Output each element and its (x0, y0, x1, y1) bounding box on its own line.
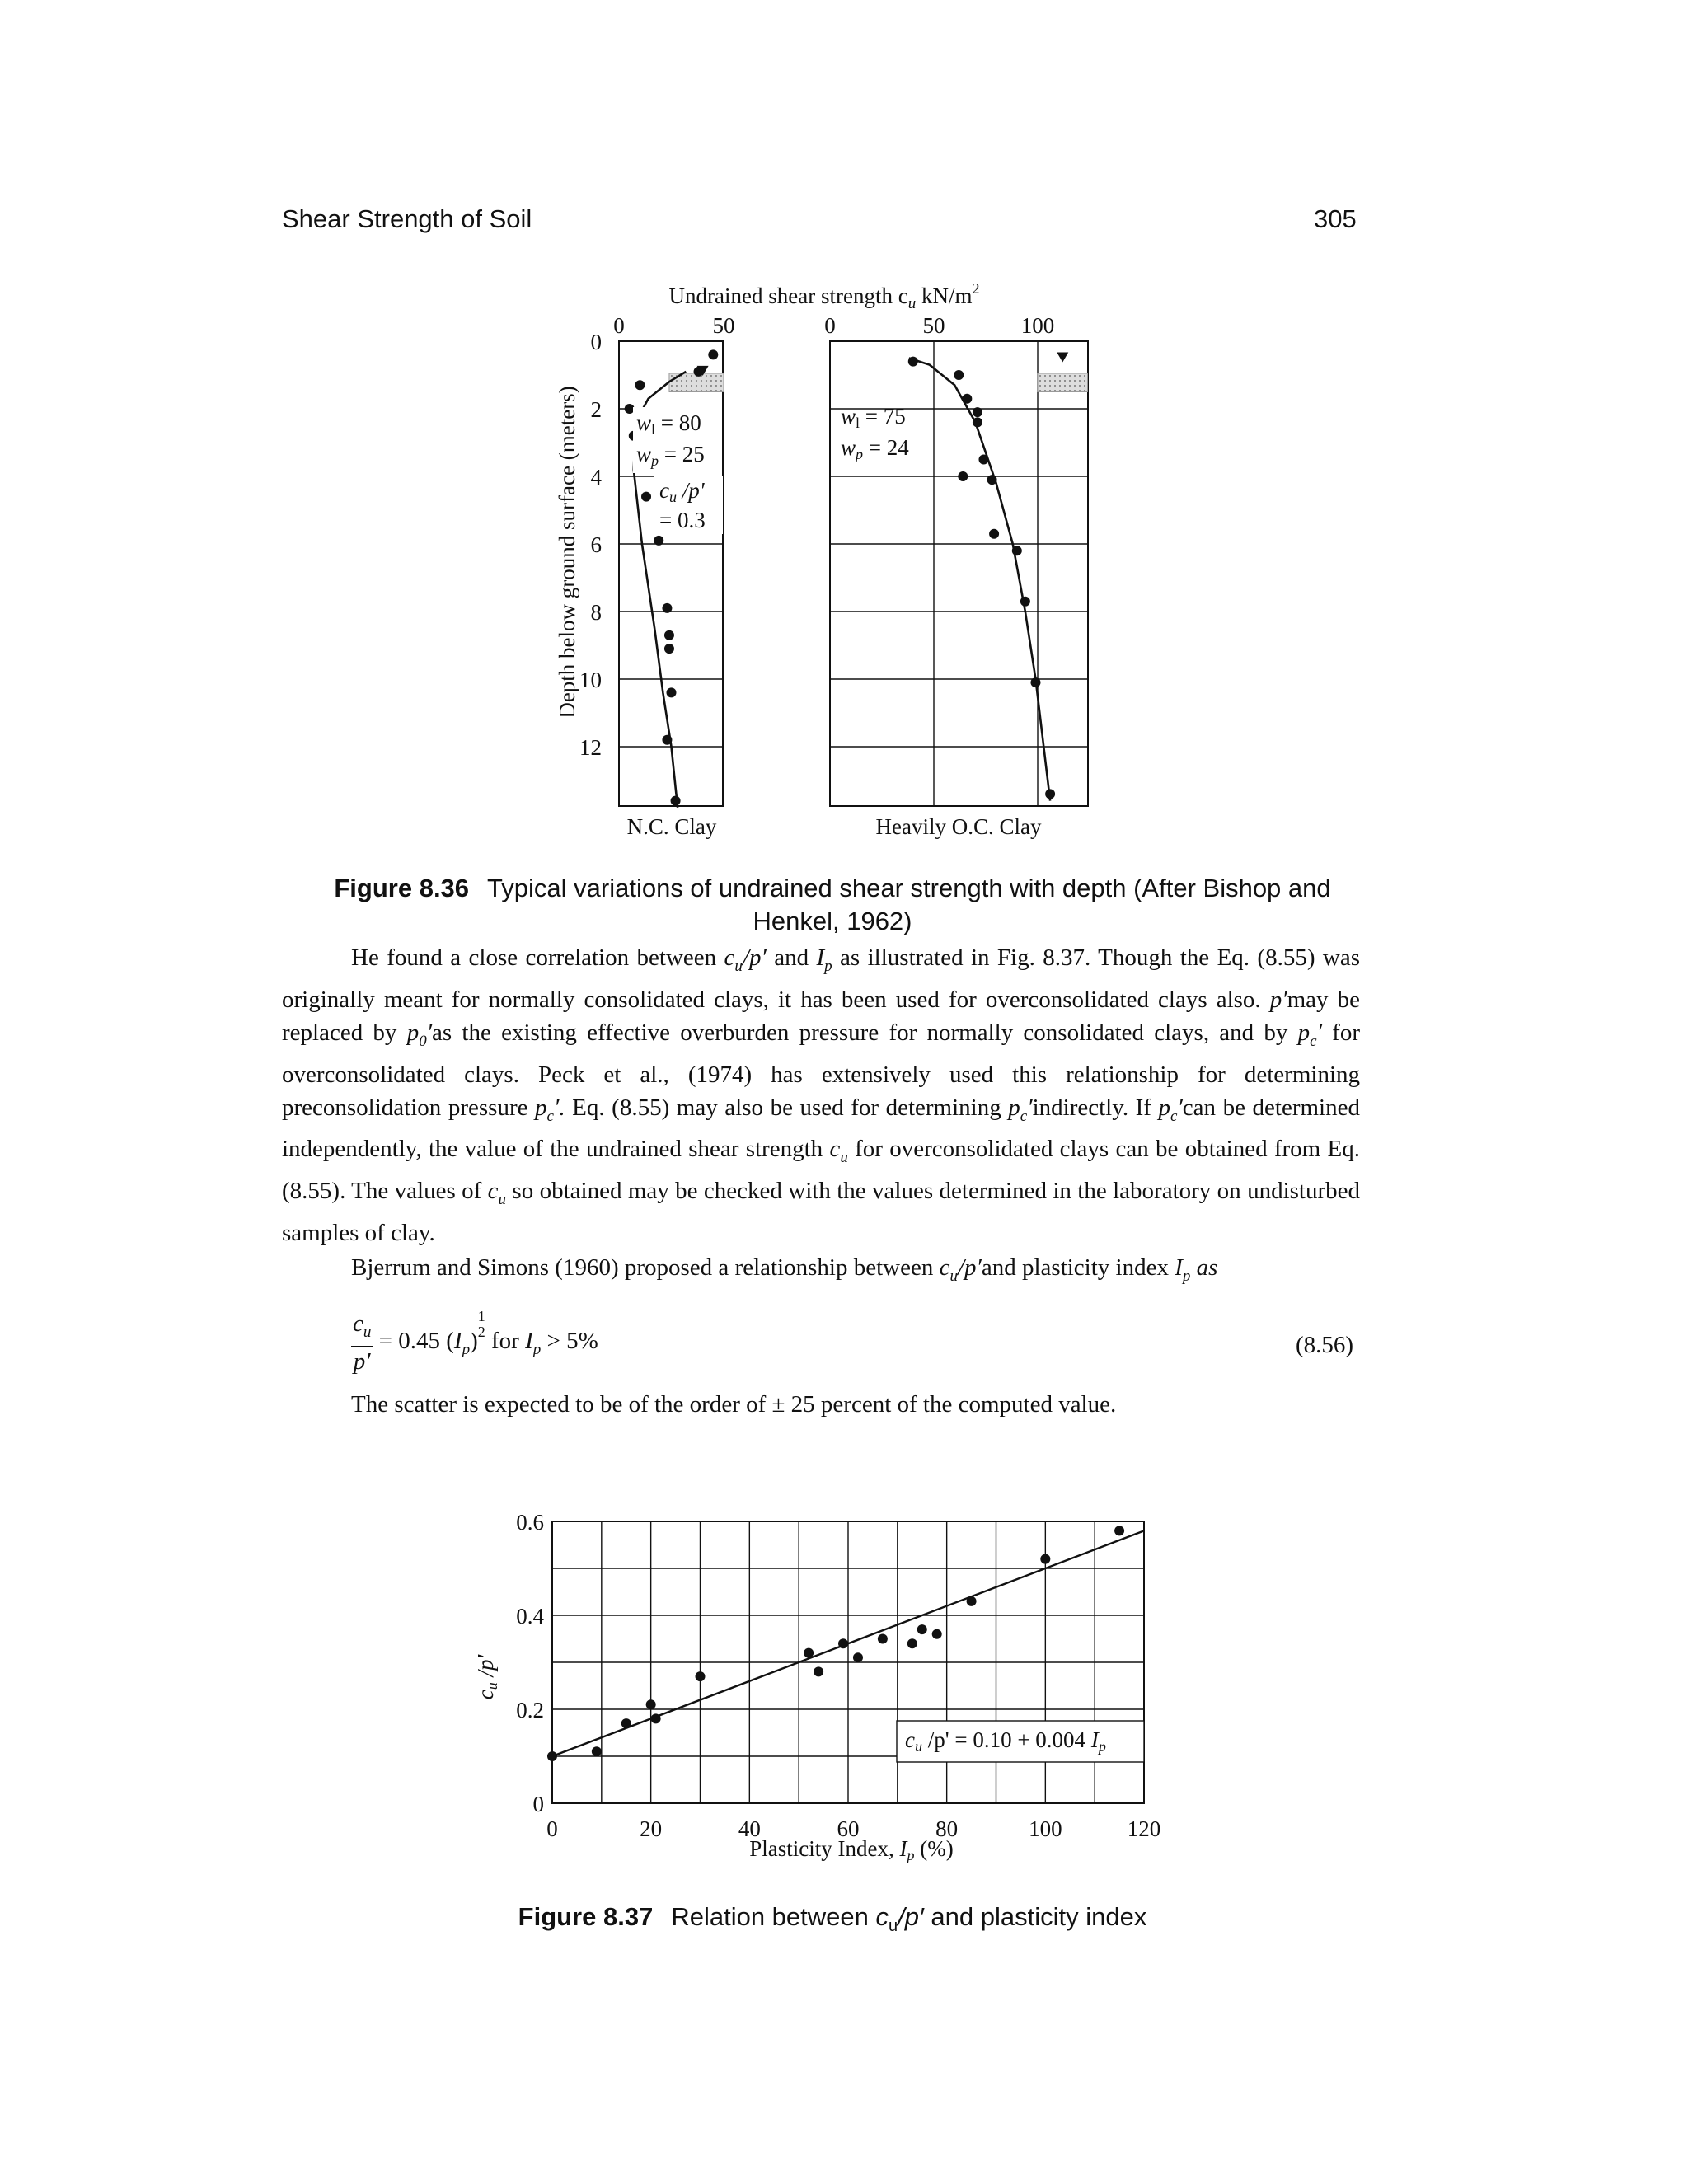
y-tick-label: 0.2 (516, 1698, 544, 1722)
x-tick-label: 0 (613, 313, 625, 338)
nc-ratio-annot: cu /p' (659, 478, 705, 505)
eq-exp-den: 2 (477, 1324, 485, 1340)
x-tick-label: 50 (922, 313, 945, 338)
eq-cond-val: > 5% (541, 1328, 598, 1354)
fig837-x-label: Plasticity Index, Ip (%) (749, 1836, 954, 1863)
running-head: Shear Strength of Soil (282, 204, 532, 233)
y-tick-label: 12 (579, 735, 602, 760)
x-tick-label: 20 (640, 1816, 663, 1841)
fig836-y-axis-label: Depth below ground surface (meters) (555, 386, 579, 719)
eq-close: ) (470, 1328, 478, 1354)
fig837-legend: cu /p' = 0.10 + 0.004 Ip (905, 1727, 1106, 1755)
nc-clay-label: N.C. Clay (626, 814, 717, 839)
data-point (907, 1638, 917, 1648)
data-point (651, 1713, 661, 1723)
data-point (592, 1746, 602, 1756)
figure-8-37-caption (462, 1900, 1203, 1943)
x-tick-label: 80 (935, 1816, 959, 1841)
y-tick-label: 10 (579, 668, 602, 692)
x-tick-label: 40 (738, 1816, 761, 1841)
figure-8-37-caption-pre: Relation between (671, 1902, 876, 1931)
data-point (804, 1648, 814, 1658)
data-point (547, 1751, 557, 1761)
data-point (1040, 1554, 1050, 1564)
scatter-note: The scatter is expected to be of the order of ± 25 percent of the computed value. (351, 1391, 1117, 1418)
eq-exp-num: 1 (477, 1308, 485, 1324)
figure-8-37-caption-label: Figure 8.37 (518, 1902, 654, 1931)
eq-cond: for (485, 1328, 526, 1354)
eq-rhs: = 0.45 ( (378, 1328, 454, 1354)
x-tick-label: 120 (1127, 1816, 1161, 1841)
y-tick-label: 0.4 (516, 1604, 544, 1629)
eq-numerator: c (353, 1310, 363, 1337)
data-point (878, 1634, 888, 1644)
eq-numerator-sub: u (363, 1323, 372, 1341)
y-tick-label: 4 (590, 465, 602, 490)
x-tick-label: 0 (824, 313, 836, 338)
data-point (917, 1624, 927, 1634)
data-point (932, 1629, 942, 1639)
x-tick-label: 100 (1020, 313, 1055, 338)
y-tick-label: 0 (590, 330, 602, 354)
equation-number: (8.56) (1296, 1332, 1354, 1358)
fig836-top-axis-label: Undrained shear strength $c_u$ $kN/m^2$ (668, 280, 980, 312)
eq-ip: I (453, 1328, 462, 1354)
fig837-y-label: cu /p' (473, 1654, 500, 1700)
y-tick-label: 8 (590, 600, 602, 625)
page-number: 305 (1314, 204, 1357, 233)
data-point (814, 1666, 823, 1676)
x-tick-label: 60 (837, 1816, 860, 1841)
eq-denominator: p′ (353, 1347, 371, 1375)
cu-p-scatter-plot (516, 1510, 1160, 1841)
data-point (967, 1596, 977, 1606)
figure-8-37-caption-p: /p′ (898, 1902, 924, 1931)
figure-8-36-caption-text: Typical variations of undrained shear strength with depth (After Bishop and Henkel, 1962) (487, 874, 1331, 935)
figure-8-37-caption-c: c (875, 1902, 889, 1931)
y-tick-label: 0.6 (516, 1510, 544, 1535)
eq-ip-sub: p (462, 1340, 471, 1358)
eq-cond-sub: p (532, 1340, 542, 1358)
figure-8-37-caption-sub: u (889, 1917, 898, 1936)
x-tick-label: 0 (546, 1816, 558, 1841)
data-point (696, 1671, 706, 1681)
figure-8-37-caption-post: and plasticity index (923, 1902, 1147, 1931)
nc-ratio-value: = 0.3 (659, 508, 706, 532)
oc-wl-annot: wl = 75 (841, 404, 906, 431)
oc-wp-annot: wp = 24 (841, 435, 909, 462)
y-tick-label: 2 (590, 397, 602, 422)
paragraph-1: He found a close correlation between $c_u/p'$ and $I_p$ as illustrated in Fig. 8.37. Though the Eq. (8.55) was originally meant for normally consolidated clays, it has been used for overconsolidated clays also. p′may be replaced by $p_0'as$ the existing effective overburden pressure for normally consolidated clays, and by $p_c'$ for overconsolidated clays. Peck et al., (1974) has extensively used this relationship for determining preconsolidation pressure $p_c'$. Eq. (8.55) may also be used for determining $p_c'indirectly$. If $p_c'can$ be determined independently, the value of the undrained shear strength $c_u$ for overconsolidated clays can be obtained from Eq. (8.55). The values of $c_u$ so obtained may be checked with the values determined in the laboratory on undisturbed samples of clay. (282, 944, 1361, 1246)
eq-cond-ip: I (525, 1328, 533, 1354)
data-point (646, 1699, 656, 1709)
data-point (853, 1652, 863, 1662)
data-point (621, 1718, 631, 1728)
x-tick-label: 100 (1029, 1816, 1062, 1841)
data-point (838, 1638, 848, 1648)
y-tick-label: 0 (532, 1792, 544, 1816)
x-tick-label: 50 (712, 313, 735, 338)
data-point (1114, 1526, 1124, 1535)
paragraph-2: Bjerrum and Simons (1960) proposed a relationship between $c_u/p'and$ plasticity index $I_p$ as (351, 1254, 1218, 1285)
y-tick-label: 6 (590, 532, 602, 557)
figure-8-36-caption-label: Figure 8.36 (334, 874, 470, 902)
nc-wp-annot: wp = 25 (636, 442, 705, 469)
oc-clay-label: Heavily O.C. Clay (875, 814, 1042, 839)
nc-wl-annot: wl = 80 (636, 410, 701, 438)
